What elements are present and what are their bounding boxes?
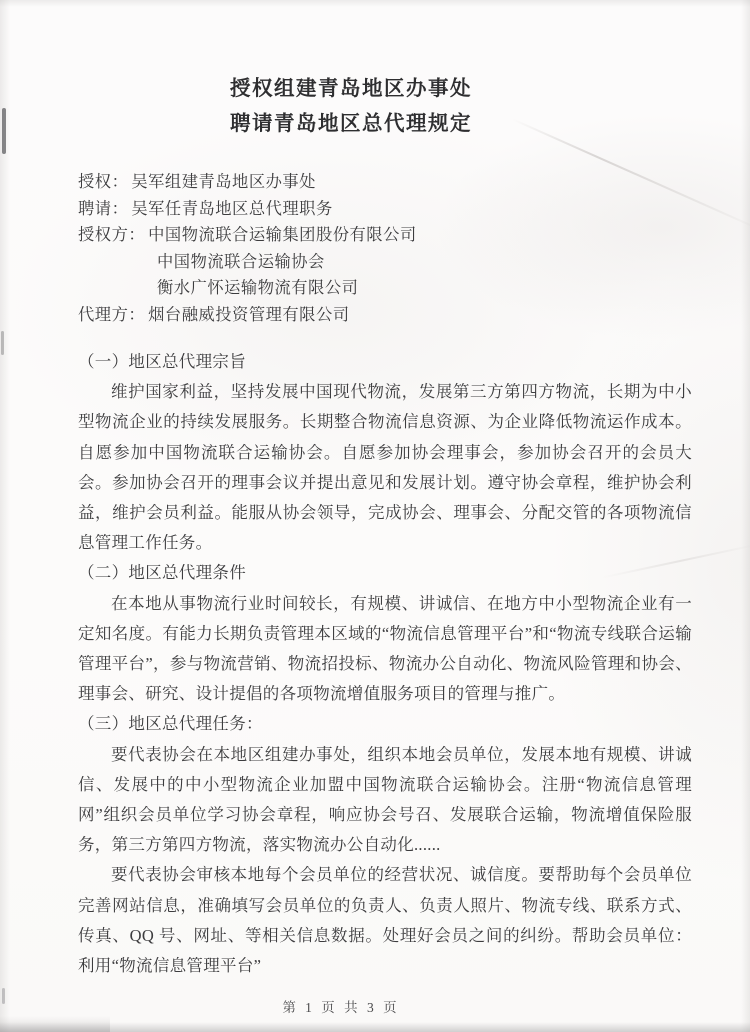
meta-line-authorizer [78, 222, 692, 249]
meta-text: 吴军任青岛地区总代理职务 [131, 198, 333, 218]
section-1-paragraph: 维护国家利益，坚持发展中国现代物流，发展第三方第四方物流，长期为中小型物流企业的持续发展服务。长期整合物流信息资源、为企业降低物流运作成本。自愿参加中国物流联合运输协会。自愿参加协会理事会，参加协会召开的会员大会。参加协会召开的理事会议并提出意见和发展计划。遵守协会章程，维护协会利益，维护会员利益。能服从协会领导，完成协会、理事会、分配交管的各项物流信息管理工作任务。 [78, 382, 692, 553]
meta-label: 代理方： [78, 304, 146, 324]
document-body [78, 347, 692, 981]
section-1-heading: （一）地区总代理宗旨 [78, 352, 246, 371]
section-3-paragraph-1: 要代表协会在本地区组建办事处，组织本地会员单位，发展本地有规模、讲诚信、发展中的中小型物流企业加盟中国物流联合运输协会。注册“物流信息管理网”组织会员单位学习协会章程，响应协会号召、发展联合运输，物流增值保险服务，第三方第四方物流，落实物流办公自动化...... [78, 744, 692, 855]
meta-block [78, 169, 692, 328]
document-content [78, 72, 692, 1016]
meta-label: 聘请： [78, 198, 129, 218]
meta-text: 吴军组建青岛地区办事处 [131, 172, 316, 191]
meta-line-authorizer-3 [78, 275, 692, 302]
scan-bottom-corner-shade [0, 1016, 110, 1032]
section-3-paragraph-2: 要代表协会审核本地每个会员单位的经营状况、诚信度。要帮助每个会员单位完善网站信息，准确填写会员单位的负责人、负责人照片、物流专线、联系方式、传真、QQ 号、网址、等相关信息数据。处理好会员之间的纠纷。帮助会员单位：利用“物流信息管理平台” [78, 865, 692, 976]
page-number: 第 1 页 共 3 页 [282, 1000, 400, 1016]
meta-line-authorization [78, 169, 692, 196]
meta-line-authorizer-2 [78, 249, 692, 276]
title-line-1: 授权组建青岛地区办事处 [230, 78, 472, 100]
scan-edge-mark [1, 331, 4, 355]
scan-edge-mark [2, 988, 5, 1004]
scan-top-edge-shade [0, 0, 750, 7]
section-3-heading: （三）地区总代理任务： [78, 714, 263, 734]
meta-label: 授权： [78, 172, 129, 191]
meta-line-appointment [78, 196, 692, 223]
meta-text: 烟台融威投资管理有限公司 [148, 304, 350, 324]
title-line-2: 聘请青岛地区总代理规定 [230, 113, 472, 135]
scan-edge-mark [2, 108, 6, 154]
scan-bottom-edge-shade [0, 1022, 750, 1032]
section-2-heading: （二）地区总代理条件 [78, 563, 246, 583]
meta-line-agent [78, 302, 692, 329]
scan-left-edge-shade [0, 0, 10, 1032]
meta-text: 中国物流联合运输集团股份有限公司 [148, 225, 417, 244]
meta-text: 中国物流联合运输协会 [157, 251, 325, 271]
scan-right-edge-shade [741, 0, 750, 1032]
document-title [44, 72, 658, 142]
section-2-paragraph: 在本地从事物流行业时间较长，有规模、讲诚信、在地方中小型物流企业有一定知名度。有能力长期负责管理本区域的“物流信息管理平台”和“物流专线联合运输管理平台”，参与物流营销、物流招投标、物流办公自动化、物流风险管理和协会、理事会、研究、设计提倡的各项物流增值服务项目的管理与推广。 [78, 593, 692, 704]
meta-label: 授权方： [78, 225, 146, 244]
meta-text: 衡水广怀运输物流有限公司 [157, 278, 359, 297]
